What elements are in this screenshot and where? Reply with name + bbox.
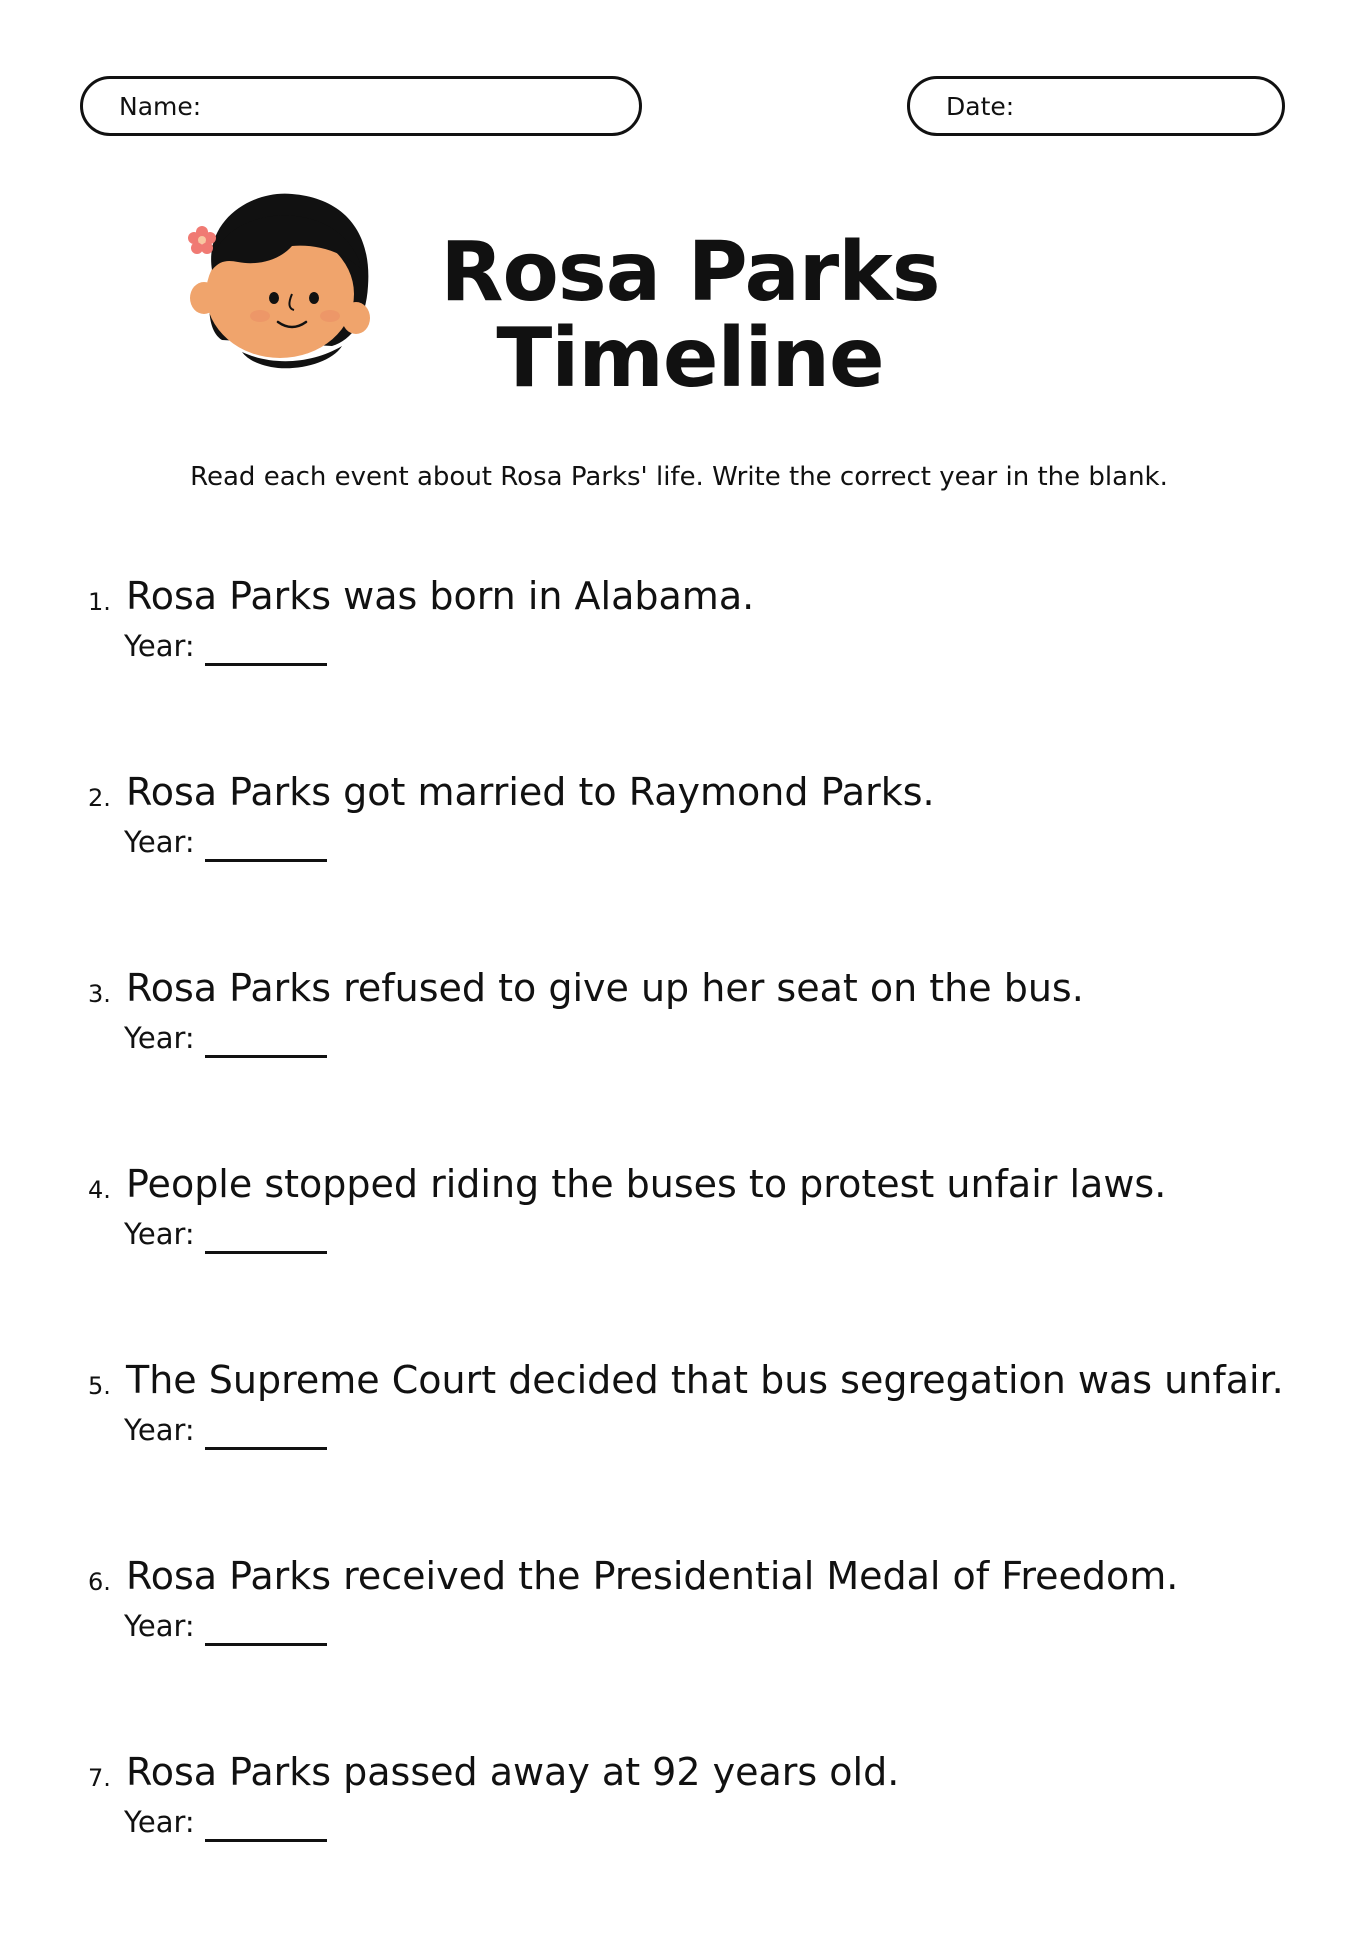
year-field[interactable] xyxy=(124,1802,327,1842)
date-label: Date: xyxy=(946,91,1015,121)
question-number: 2. xyxy=(88,784,111,812)
question-number: 4. xyxy=(88,1176,111,1204)
question-text: Rosa Parks got married to Raymond Parks. xyxy=(126,770,935,814)
question-number: 7. xyxy=(88,1764,111,1792)
question-item xyxy=(88,1744,1328,1940)
page-title xyxy=(390,225,990,406)
year-label: Year: xyxy=(124,629,195,663)
title-line-2: Timeline xyxy=(496,311,884,406)
title-line-1: Rosa Parks xyxy=(440,225,940,320)
name-field[interactable] xyxy=(80,76,642,136)
question-item xyxy=(88,1352,1328,1548)
year-label: Year: xyxy=(124,1609,195,1643)
question-item xyxy=(88,764,1328,960)
year-field[interactable] xyxy=(124,626,327,666)
question-text: People stopped riding the buses to protest unfair laws. xyxy=(126,1162,1167,1206)
question-item xyxy=(88,960,1328,1156)
question-number: 5. xyxy=(88,1372,111,1400)
question-text: The Supreme Court decided that bus segregation was unfair. xyxy=(126,1358,1284,1402)
question-number: 3. xyxy=(88,980,111,1008)
year-field[interactable] xyxy=(124,822,327,862)
year-field[interactable] xyxy=(124,1606,327,1646)
question-text: Rosa Parks passed away at 92 years old. xyxy=(126,1750,900,1794)
instructions-text: Read each event about Rosa Parks' life. Write the correct year in the blank. xyxy=(190,462,1168,492)
question-item xyxy=(88,568,1328,764)
worksheet-header xyxy=(0,190,1358,420)
year-label: Year: xyxy=(124,1413,195,1447)
year-blank[interactable] xyxy=(205,1419,327,1450)
question-text: Rosa Parks was born in Alabama. xyxy=(126,574,755,618)
question-text: Rosa Parks refused to give up her seat on the bus. xyxy=(126,966,1084,1010)
name-label: Name: xyxy=(119,91,202,121)
year-blank[interactable] xyxy=(205,831,327,862)
year-blank[interactable] xyxy=(205,1615,327,1646)
year-blank[interactable] xyxy=(205,1811,327,1842)
question-number: 6. xyxy=(88,1568,111,1596)
year-field[interactable] xyxy=(124,1410,327,1450)
question-item xyxy=(88,1548,1328,1744)
year-field[interactable] xyxy=(124,1214,327,1254)
girl-face-icon xyxy=(182,190,378,370)
question-text: Rosa Parks received the Presidential Medal of Freedom. xyxy=(126,1554,1179,1598)
year-blank[interactable] xyxy=(205,635,327,666)
year-field[interactable] xyxy=(124,1018,327,1058)
year-label: Year: xyxy=(124,1021,195,1055)
question-number: 1. xyxy=(88,588,111,616)
year-label: Year: xyxy=(124,1217,195,1251)
year-blank[interactable] xyxy=(205,1027,327,1058)
question-list xyxy=(88,568,1328,1940)
question-item xyxy=(88,1156,1328,1352)
year-blank[interactable] xyxy=(205,1223,327,1254)
year-label: Year: xyxy=(124,1805,195,1839)
year-label: Year: xyxy=(124,825,195,859)
date-field[interactable] xyxy=(907,76,1285,136)
